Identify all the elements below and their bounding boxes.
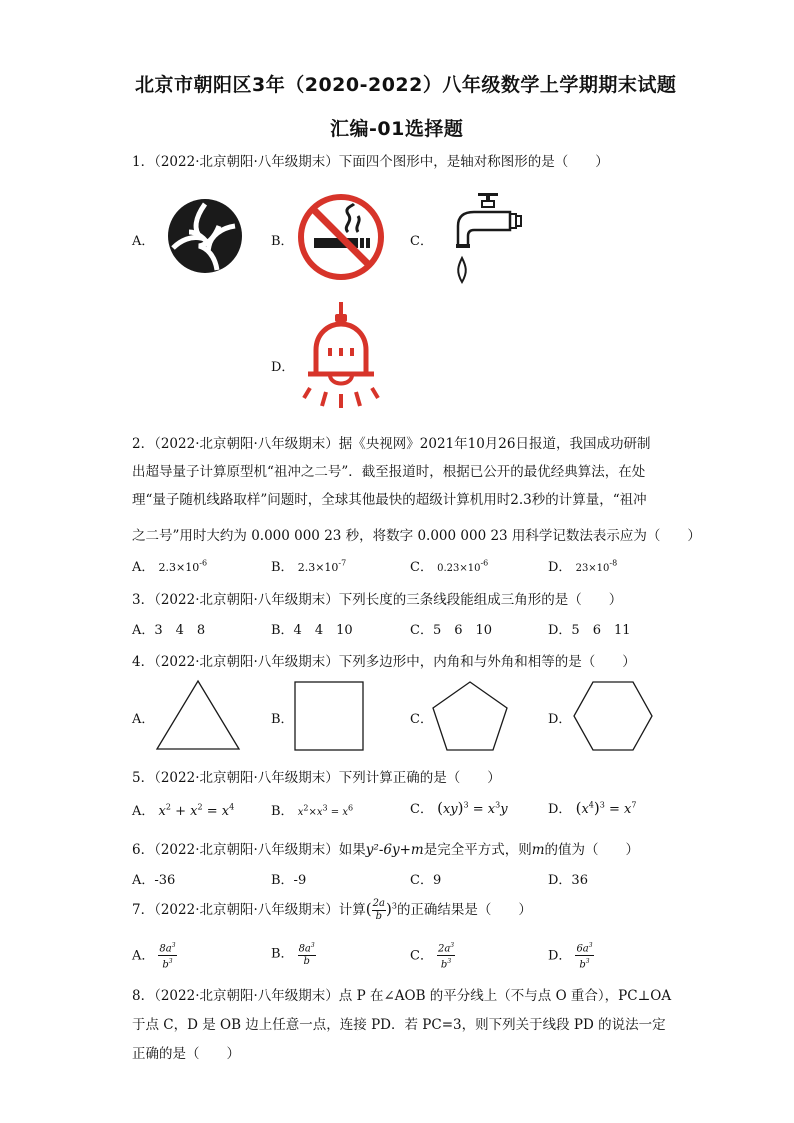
q3-option-d: D．5 6 11 <box>548 623 631 638</box>
q3-text: 3．（2022·北京朝阳·八年级期末）下列长度的三条线段能组成三角形的是（ ） <box>132 592 623 608</box>
q2-option-d: D． $23\times 10^{-8}$ <box>548 558 618 575</box>
q7-option-b: B． $\frac{8a^3}{b}$ <box>271 942 315 968</box>
q7-option-a: A． $\frac{8a^3}{b^3}$ <box>132 942 176 971</box>
q5-option-a: A． $x^2 + x^2 = x^4$ <box>132 802 235 819</box>
q2-option-c: C． $0.23\times 10^{-6}$ <box>410 558 489 575</box>
page-title-line2: 汇编-01选择题 <box>330 118 464 140</box>
q6-option-c: C．9 <box>410 873 442 888</box>
q5-text: 5．（2022·北京朝阳·八年级期末）下列计算正确的是（ ） <box>132 770 501 786</box>
no-smoking-icon <box>296 192 386 282</box>
q6-text: 6．（2022·北京朝阳·八年级期末）如果y²-6y+m是完全平方式，则m的值为（ ） <box>132 842 640 858</box>
q3-option-a: A．3 4 8 <box>132 623 206 638</box>
q8-line2: 于点 C，D 是 OB 边上任意一点，连接 PD．若 PC=3，则下列关于线段 PD 的说法一定 <box>132 1017 666 1033</box>
q7-option-d: D． $\frac{6a^3}{b^3}$ <box>548 942 593 971</box>
q5-option-d: D． $(x^4)^3 = x^7$ <box>548 799 637 817</box>
q1-label-a: A． <box>132 234 155 249</box>
page-title-line1: 北京市朝阳区3年（2020-2022）八年级数学上学期期末试题 <box>135 74 677 96</box>
q1-label-d: D． <box>271 360 295 375</box>
q5-option-c: C． $(xy)^3 = x^3y$ <box>410 799 508 817</box>
q4-label-c: C． <box>410 712 433 727</box>
q8-line1: 8．（2022·北京朝阳·八年级期末）点 P 在∠AOB 的平分线上（不与点 O 重合），PC⊥OA <box>132 988 672 1004</box>
q2-option-b: B． $2.3\times 10^{-7}$ <box>271 558 347 575</box>
q3-option-b: B．4 4 10 <box>271 623 353 638</box>
q5-option-b: B． $x^2\times x^3 = x^6$ <box>271 803 354 819</box>
hexagon-shape <box>572 680 654 752</box>
q4-text: 4．（2022·北京朝阳·八年级期末）下列多边形中，内角和与外角和相等的是（ ） <box>132 654 636 670</box>
q3-option-c: C．5 6 10 <box>410 623 493 638</box>
pentagon-shape <box>430 680 510 752</box>
q7-option-c: C． $\frac{2a^3}{b^3}$ <box>410 942 455 971</box>
q1-label-b: B． <box>271 234 294 249</box>
square-shape <box>293 680 365 752</box>
triskelion-logo-icon <box>165 196 245 276</box>
q4-label-d: D． <box>548 712 572 727</box>
triangle-shape <box>154 678 242 752</box>
q2-line3: 理“量子随机线路取样”问题时，全球其他最快的超级计算机用时2.3秒的计算量，“祖冲 <box>132 492 647 508</box>
q4-label-a: A． <box>132 712 155 727</box>
q6-option-b: B．-9 <box>271 873 307 888</box>
q4-label-b: B． <box>271 712 294 727</box>
q7-text: 7．（2022·北京朝阳·八年级期末）计算( $\frac{2a}{b}$ )$^3$的正确结果是（ ） <box>132 898 532 922</box>
q2-line2: 出超导量子计算原型机“祖冲之二号”．截至报道时，根据已公开的最优经典算法，在处 <box>132 464 646 480</box>
q8-line3: 正确的是（ ） <box>132 1046 240 1062</box>
q6-option-a: A．-36 <box>132 873 176 888</box>
ceiling-lamp-icon <box>300 300 382 412</box>
q2-line1: 2．（2022·北京朝阳·八年级期末）据《央视网》2021年10月26日报道，我国成功研制 <box>132 436 651 452</box>
q6-option-d: D．36 <box>548 873 588 888</box>
q1-text: 1．（2022·北京朝阳·八年级期末）下面四个图形中，是轴对称图形的是（ ） <box>132 154 609 170</box>
water-tap-icon <box>448 190 528 288</box>
q2-line4: 之二号”用时大约为 0.000 000 23 秒，将数字 0.000 000 23 用科学记数法表示应为（ ） <box>132 528 701 544</box>
q2-option-a: A． $2.3\times 10^{-6}$ <box>132 558 208 575</box>
q1-label-c: C． <box>410 234 433 249</box>
